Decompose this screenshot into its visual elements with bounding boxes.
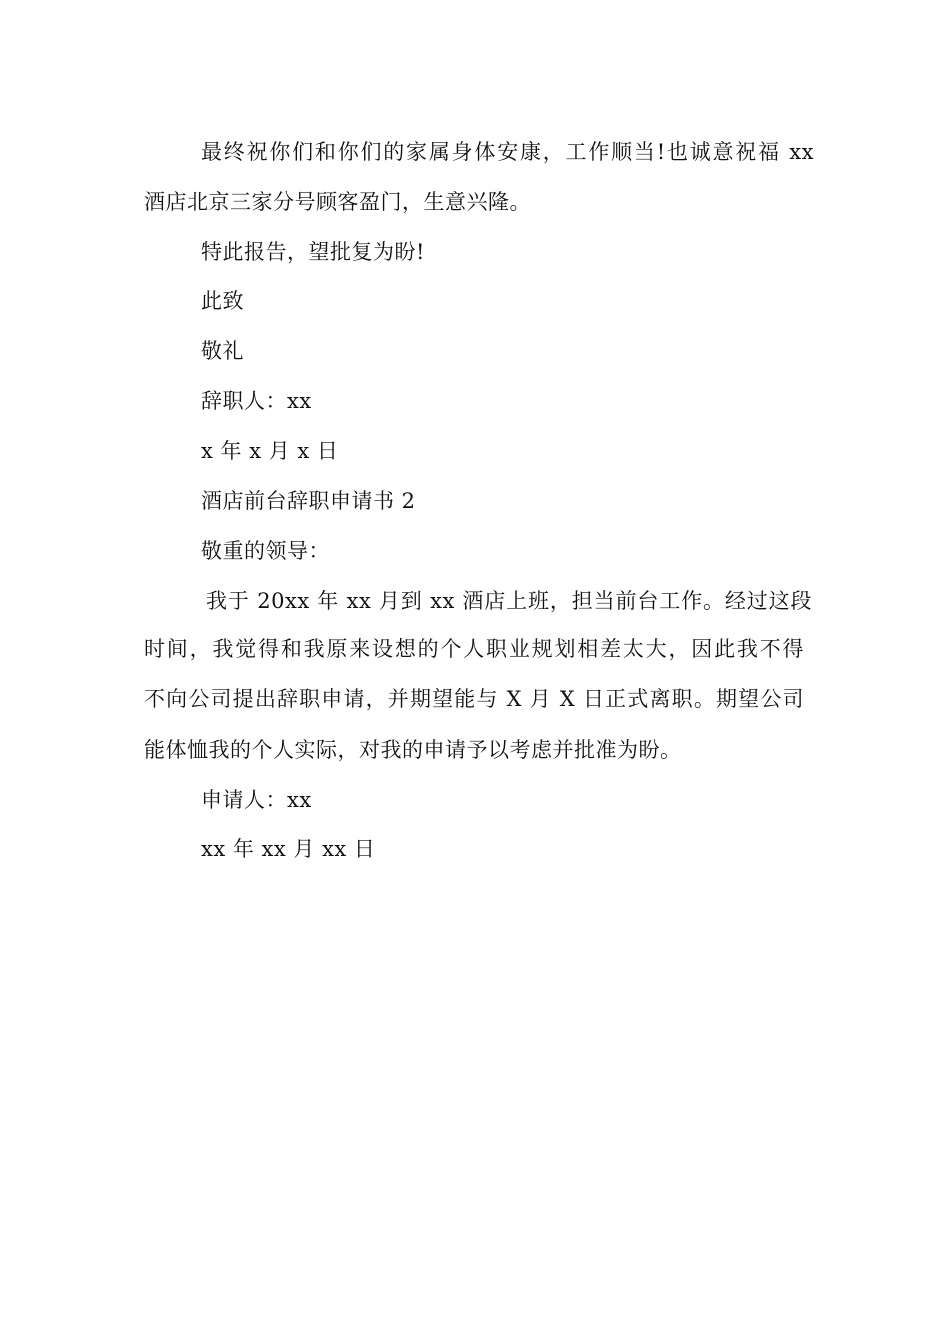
body-line-1: 我于 20xx 年 xx 月到 xx 酒店上班，担当前台工作。经过这段 <box>206 589 812 613</box>
body-line-3: 不向公司提出辞职申请，并期望能与 X 月 X 日正式离职。期望公司 <box>144 687 804 711</box>
signature-date: x 年 x 月 x 日 <box>201 439 339 463</box>
body-line-2: 时间，我觉得和我原来设想的个人职业规划相差太大，因此我不得 <box>144 637 804 661</box>
application-date: xx 年 xx 月 xx 日 <box>201 837 376 861</box>
section-title: 酒店前台辞职申请书 2 <box>201 489 416 513</box>
applicant-signature: 申请人：xx <box>201 788 312 812</box>
salutation-jingli: 敬礼 <box>201 339 244 363</box>
salutation-cizhi: 此致 <box>201 289 244 313</box>
body-line-4: 能体恤我的个人实际，对我的申请予以考虑并批准为盼。 <box>144 738 682 762</box>
resigner-signature: 辞职人：xx <box>201 389 312 413</box>
request-approval-line: 特此报告，望批复为盼! <box>201 240 425 264</box>
closing-wishes-line-1: 最终祝你们和你们的家属身体安康，工作顺当!也诚意祝福 xx <box>201 140 814 164</box>
closing-wishes-line-2: 酒店北京三家分号顾客盈门，生意兴隆。 <box>144 190 531 214</box>
letter-greeting: 敬重的领导： <box>201 539 330 563</box>
